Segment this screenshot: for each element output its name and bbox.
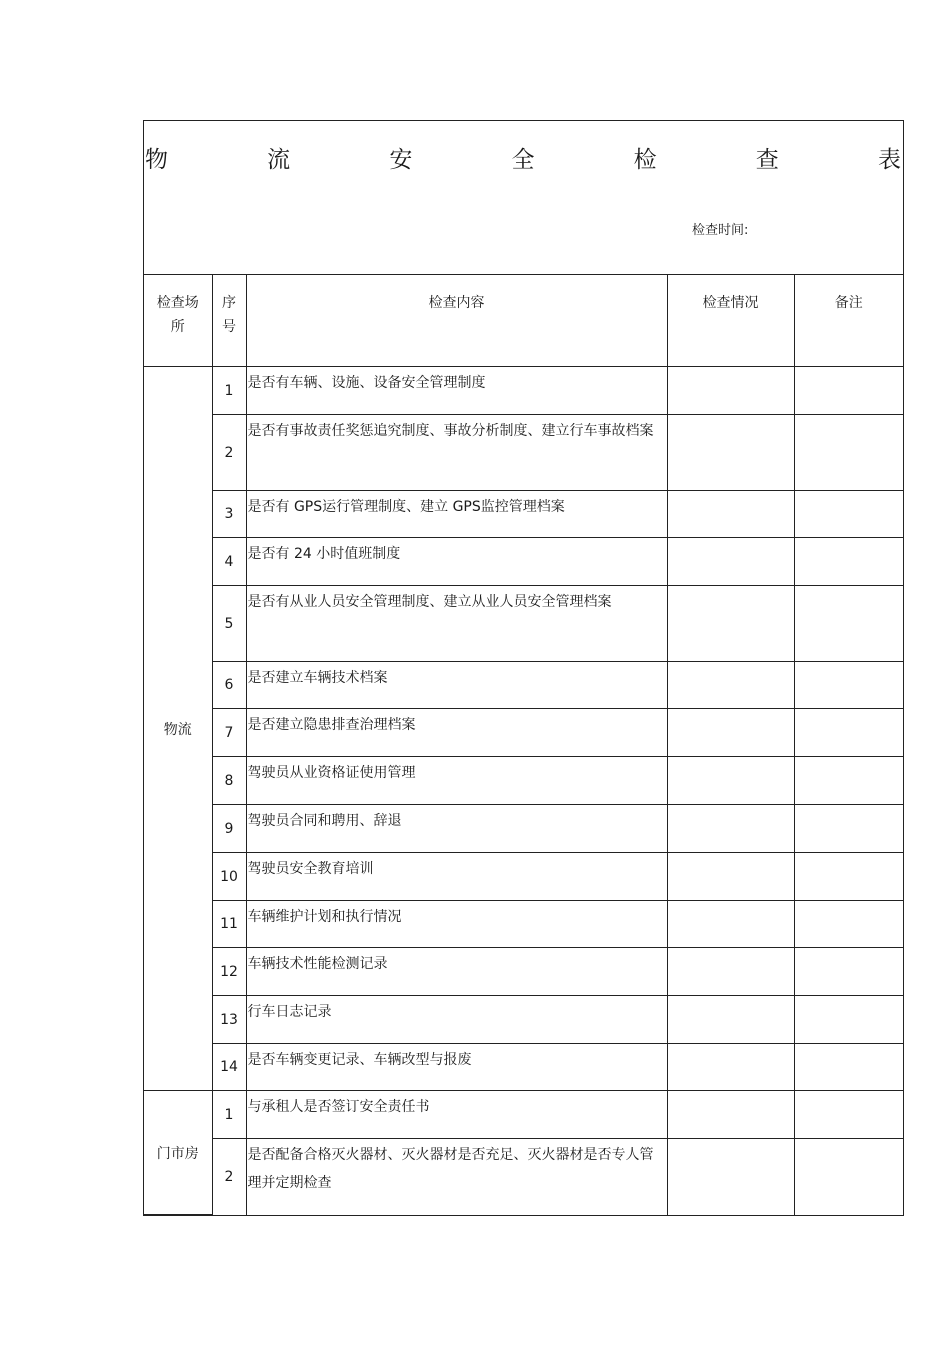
item-content: 是否有 24 小时值班制度 (246, 538, 667, 586)
table-row (144, 805, 903, 853)
table-row (144, 538, 903, 586)
note-cell[interactable] (794, 538, 903, 586)
header-no: 序号 (212, 275, 246, 367)
status-cell[interactable] (667, 491, 794, 538)
item-content: 是否有 GPS运行管理制度、建立 GPS监控管理档案 (246, 491, 667, 538)
table-row (144, 996, 903, 1044)
table-row (144, 1044, 903, 1091)
status-cell[interactable] (667, 586, 794, 662)
note-cell[interactable] (794, 586, 903, 662)
item-content: 驾驶员合同和聘用、辞退 (246, 805, 667, 853)
item-content: 车辆维护计划和执行情况 (246, 901, 667, 948)
title-char: 查 (755, 147, 779, 173)
item-content: 行车日志记录 (246, 996, 667, 1044)
item-content: 是否建立隐患排查治理档案 (246, 709, 667, 757)
inspection-sheet (143, 120, 904, 1216)
item-content: 驾驶员从业资格证使用管理 (246, 757, 667, 805)
item-number: 14 (212, 1044, 246, 1091)
status-cell[interactable] (667, 901, 794, 948)
item-number: 11 (212, 901, 246, 948)
item-number: 10 (212, 853, 246, 901)
table-row (144, 1091, 903, 1139)
item-number: 9 (212, 805, 246, 853)
inspection-table (144, 275, 903, 1215)
note-cell[interactable] (794, 367, 903, 415)
item-content: 是否配备合格灭火器材、灭火器材是否充足、灭火器材是否专人管理并定期检查 (246, 1139, 667, 1215)
item-number: 7 (212, 709, 246, 757)
item-content: 是否有事故责任奖惩追究制度、事故分析制度、建立行车事故档案 (246, 415, 667, 491)
item-content: 是否有从业人员安全管理制度、建立从业人员安全管理档案 (246, 586, 667, 662)
status-cell[interactable] (667, 538, 794, 586)
item-content: 车辆技术性能检测记录 (246, 948, 667, 996)
item-content: 是否车辆变更记录、车辆改型与报废 (246, 1044, 667, 1091)
status-cell[interactable] (667, 367, 794, 415)
status-cell[interactable] (667, 996, 794, 1044)
status-cell[interactable] (667, 757, 794, 805)
status-cell[interactable] (667, 805, 794, 853)
note-cell[interactable] (794, 1091, 903, 1139)
table-row (144, 586, 903, 662)
table-row (144, 709, 903, 757)
note-cell[interactable] (794, 709, 903, 757)
note-cell[interactable] (794, 415, 903, 491)
status-cell[interactable] (667, 1044, 794, 1091)
note-cell[interactable] (794, 901, 903, 948)
title-char: 检 (633, 147, 657, 173)
status-cell[interactable] (667, 948, 794, 996)
table-row (144, 662, 903, 709)
table-row (144, 491, 903, 538)
place-cell: 物流 (144, 367, 212, 1091)
note-cell[interactable] (794, 1139, 903, 1215)
page-title (144, 145, 903, 175)
header-place: 检查场所 (144, 275, 212, 367)
item-number: 5 (212, 586, 246, 662)
table-row (144, 901, 903, 948)
status-cell[interactable] (667, 1091, 794, 1139)
item-number: 8 (212, 757, 246, 805)
item-number: 1 (212, 367, 246, 415)
status-cell[interactable] (667, 662, 794, 709)
item-content: 与承租人是否签订安全责任书 (246, 1091, 667, 1139)
item-number: 3 (212, 491, 246, 538)
item-content: 驾驶员安全教育培训 (246, 853, 667, 901)
table-header-row (144, 275, 903, 367)
note-cell[interactable] (794, 662, 903, 709)
place-cell: 门市房 (144, 1091, 212, 1215)
item-number: 6 (212, 662, 246, 709)
table-row (144, 1139, 903, 1215)
item-number: 2 (212, 415, 246, 491)
header-content: 检查内容 (246, 275, 667, 367)
status-cell[interactable] (667, 415, 794, 491)
title-char: 安 (389, 147, 413, 173)
note-cell[interactable] (794, 853, 903, 901)
title-char: 流 (267, 147, 291, 173)
item-number: 13 (212, 996, 246, 1044)
status-cell[interactable] (667, 1139, 794, 1215)
header-note: 备注 (794, 275, 903, 367)
title-char: 全 (511, 147, 535, 173)
table-row (144, 415, 903, 491)
note-cell[interactable] (794, 996, 903, 1044)
item-number: 4 (212, 538, 246, 586)
note-cell[interactable] (794, 757, 903, 805)
status-cell[interactable] (667, 709, 794, 757)
title-char: 物 (145, 147, 168, 173)
item-content: 是否有车辆、设施、设备安全管理制度 (246, 367, 667, 415)
note-cell[interactable] (794, 805, 903, 853)
note-cell[interactable] (794, 491, 903, 538)
status-cell[interactable] (667, 853, 794, 901)
table-row (144, 367, 903, 415)
check-time-label: 检查时间: (692, 223, 749, 238)
table-row (144, 757, 903, 805)
note-cell[interactable] (794, 1044, 903, 1091)
title-area (144, 121, 903, 275)
table-row (144, 853, 903, 901)
title-char: 表 (877, 147, 901, 173)
table-row (144, 948, 903, 996)
header-status: 检查情况 (667, 275, 794, 367)
note-cell[interactable] (794, 948, 903, 996)
item-content: 是否建立车辆技术档案 (246, 662, 667, 709)
item-number: 1 (212, 1091, 246, 1139)
item-number: 12 (212, 948, 246, 996)
item-number: 2 (212, 1139, 246, 1215)
